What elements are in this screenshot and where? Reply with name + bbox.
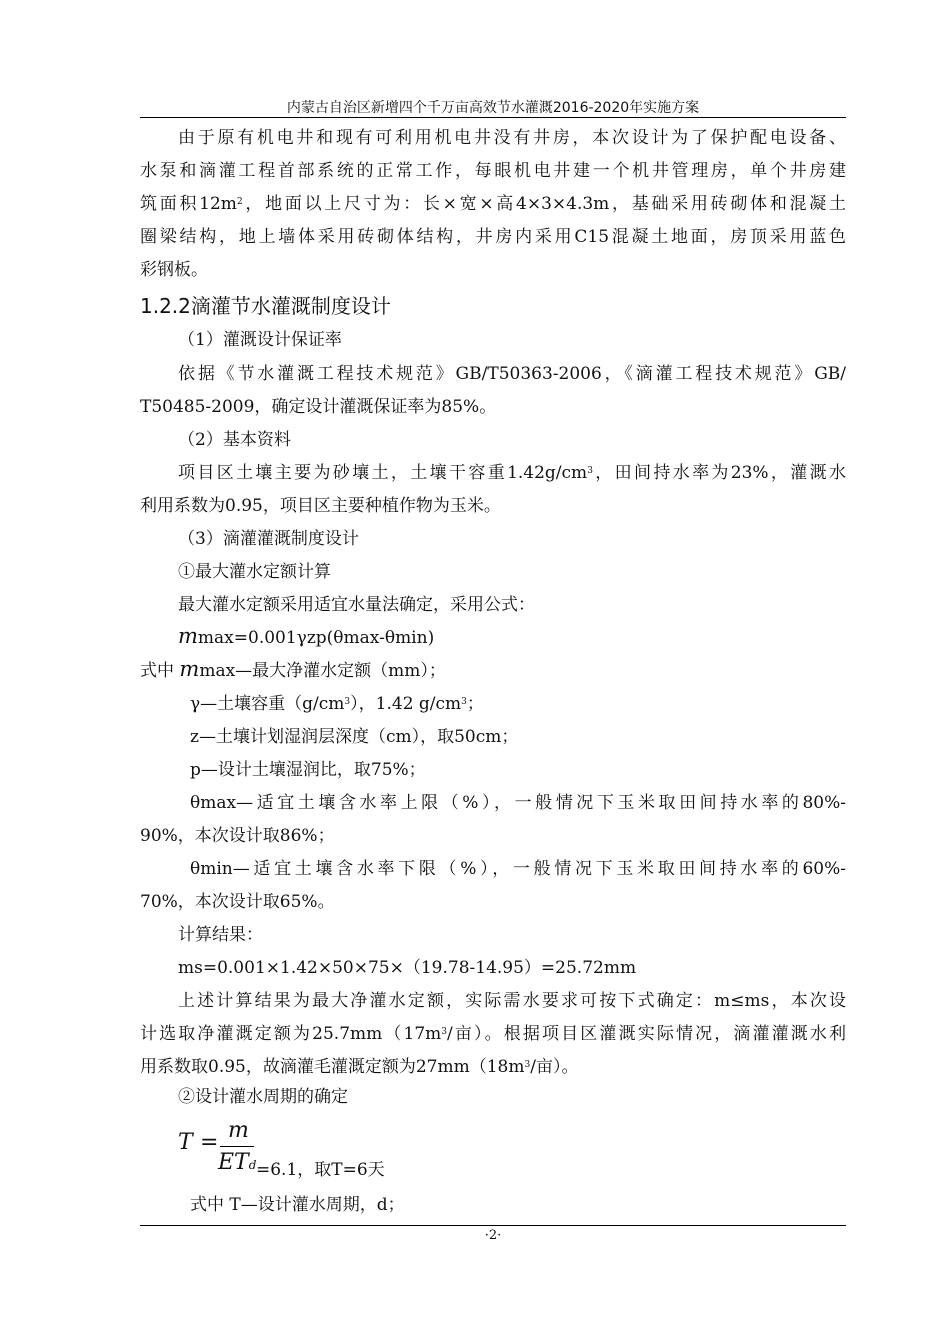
intro-line-2: 水泵和滴灌工程首部系统的正常工作，每眼机电井建一个机井管理房，单个井房建	[140, 161, 846, 181]
result-formula: ms=0.001×1.42×50×75×（19.78-14.95）=25.72mm	[178, 958, 637, 978]
where-theta-min-1: θmin—适宜土壤含水率下限（%），一般情况下玉米取田间持水率的60%-	[190, 859, 846, 879]
intro-line-3	[140, 194, 846, 214]
s2-line-2: 利用系数为0.95，项目区主要种植作物为玉米。	[140, 496, 501, 516]
where-theta-min-2: 70%，本次设计取65%。	[140, 892, 335, 912]
where-T: 式中 T—设计灌水周期，d；	[190, 1195, 405, 1215]
result-para-1: 上述计算结果为最大净灌水定额，实际需水要求可按下式确定：m≤ms，本次设	[178, 991, 846, 1011]
section-heading: 1.2.2滴灌节水灌溉制度设计	[140, 294, 391, 318]
para3-text-b: /亩）。	[530, 1057, 579, 1077]
denominator-ET: ET	[218, 1150, 249, 1175]
para2-text-a: 计选取净灌溉定额为25.7mm（17m	[140, 1024, 442, 1044]
intro-area-text: 筑面积12m	[140, 194, 237, 214]
where-theta-max-2: 90%，本次设计取86%；	[140, 826, 335, 846]
superscript-3: 3	[441, 1027, 448, 1037]
cycle-result: =6.1，取T=6天	[256, 1160, 385, 1180]
formula-m-symbol: m	[178, 624, 198, 648]
s1-title: （1）灌溉设计保证率	[178, 330, 342, 350]
formula-T-symbol: T	[178, 1130, 193, 1155]
intro-line-1: 由于原有机电井和现有可利用机电井没有井房，本次设计为了保护配电设备、	[178, 128, 846, 148]
gamma-text-c: ；	[466, 694, 484, 714]
superscript-2: 2	[236, 197, 243, 207]
para2-text-b: /亩）。根据项目区灌溉实际情况，滴灌灌溉水利	[447, 1024, 847, 1044]
intro-line-4: 圈梁结构，地上墙体采用砖砌体结构，井房内采用C15混凝土地面，房顶采用蓝色	[140, 227, 846, 247]
formula-equals: =	[200, 1130, 219, 1155]
para3-text-a: 用系数取0.95，故滴灌毛灌溉定额为27mm（18m	[140, 1057, 525, 1077]
where-gamma	[190, 694, 484, 714]
header-rule	[140, 117, 846, 118]
where-theta-max-1: θmax—适宜土壤含水率上限（%），一般情况下玉米取田间持水率的80%-	[190, 793, 846, 813]
where-m-symbol: m	[179, 657, 200, 681]
superscript-3: 3	[461, 697, 467, 707]
fraction-denominator	[218, 1150, 256, 1175]
page-number: ·2·	[484, 1228, 502, 1243]
s3-title: （3）滴灌灌溉制度设计	[178, 529, 359, 549]
fraction-numerator: m	[228, 1118, 249, 1143]
where-p: p—设计土壤湿润比，取75%；	[190, 760, 426, 780]
s2-capacity-text: ，田间持水率为23%，灌溉水	[592, 463, 846, 483]
page-header: 内蒙古自治区新增四个千万亩高效节水灌溉2016-2020年实施方案	[286, 100, 700, 116]
s3-sub2: ②设计灌水周期的确定	[178, 1087, 348, 1107]
superscript-3: 3	[524, 1060, 531, 1070]
result-label: 计算结果：	[178, 925, 263, 945]
s2-line-1	[178, 463, 846, 483]
superscript-3: 3	[587, 466, 593, 476]
s2-title: （2）基本资料	[178, 430, 291, 450]
where-mmax	[140, 659, 446, 681]
where-z: z—土壤计划湿润层深度（cm），取50cm；	[190, 727, 519, 747]
where-mmax-text: max—最大净灌水定额（mm）；	[199, 661, 446, 681]
s1-line-1: 依据《节水灌溉工程技术规范》GB/T50363-2006，《滴灌工程技术规范》GB/	[178, 364, 846, 384]
intro-line-5: 彩钢板。	[140, 260, 208, 280]
intro-dimensions-text: ，地面以上尺寸为：长×宽×高4×3×4.3m，基础采用砖砌体和混凝土	[242, 194, 846, 214]
gamma-text-a: γ—土壤容重（g/cm	[190, 694, 345, 714]
superscript-3: 3	[344, 697, 351, 707]
s2-soil-text: 项目区土壤主要为砂壤土，土壤干容重1.42g/cm	[178, 463, 588, 483]
s1-line-2: T50485-2009，确定设计灌溉保证率为85%。	[140, 397, 497, 417]
formula-expression: max=0.001γzp(θmax-θmin)	[197, 628, 435, 648]
fraction-bar	[220, 1146, 254, 1147]
where-label: 式中	[140, 661, 174, 681]
s3-sub1: ①最大灌水定额计算	[178, 562, 331, 582]
footer-rule	[140, 1225, 846, 1226]
s3-method: 最大灌水定额采用适宜水量法确定，采用公式：	[178, 595, 535, 615]
denominator-subscript: d	[248, 1158, 257, 1172]
gamma-text-b: ），1.42 g/cm	[350, 694, 462, 714]
result-para-3	[140, 1057, 578, 1077]
result-para-2	[140, 1024, 846, 1044]
formula-mmax	[178, 626, 434, 648]
